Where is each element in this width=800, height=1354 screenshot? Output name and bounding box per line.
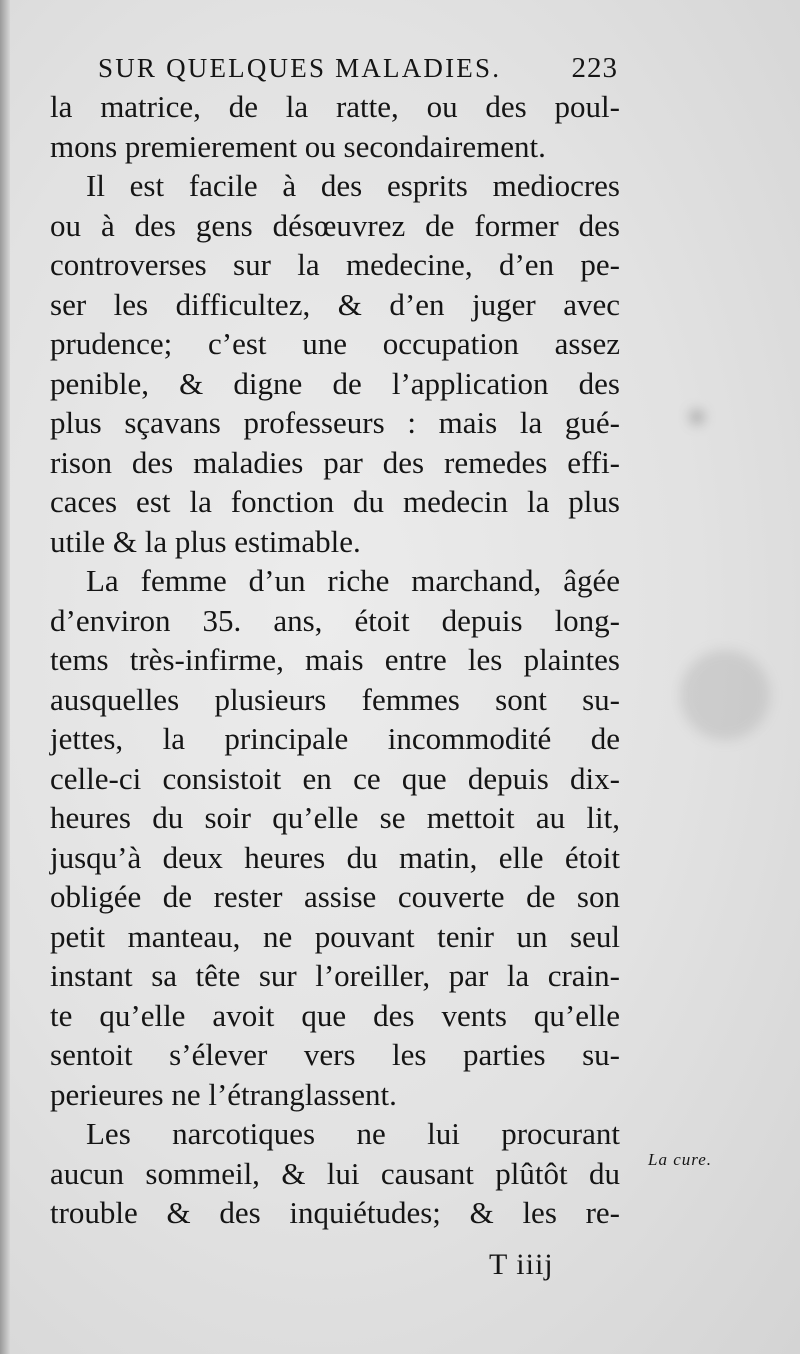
marginal-note: La cure. [648, 1150, 713, 1169]
text-line: ou à des gens désœuvrez de former des [50, 207, 620, 243]
text-line: ausquelles plusieurs femmes sont su- [50, 681, 620, 717]
text-line: la matrice, de la ratte, ou des poul- [50, 89, 620, 124]
text-line: utile & la plus estimable. [50, 523, 361, 559]
text-line: trouble & des inquiétudes; & les re- [50, 1195, 620, 1230]
running-title: SUR QUELQUES MALADIES. [98, 53, 502, 83]
text-line: prudence; c’est une occupation assez [50, 326, 620, 361]
text-line: plus sçavans professeurs : mais la gué- [50, 405, 620, 440]
text-line: rison des maladies par des remedes effi- [50, 444, 620, 480]
paper-stain [690, 410, 704, 424]
text-line: te qu’elle avoit que des vents qu’elle [50, 997, 620, 1033]
running-header [98, 48, 618, 88]
text-line: mons premierement ou secondairement. [50, 128, 546, 164]
text-line: jusqu’à deux heures du matin, elle étoit [50, 839, 620, 875]
text-line: caces est la fonction du medecin la plus [50, 484, 620, 519]
text-line: penible, & digne de l’application des [50, 365, 620, 401]
text-line: obligée de rester assise couverte de son [50, 879, 620, 914]
text-line: perieures ne l’étranglassent. [50, 1076, 397, 1112]
text-line: Il est facile à des esprits mediocres [86, 168, 620, 203]
text-line: d’environ 35. ans, étoit depuis long- [50, 602, 620, 638]
text-line: jettes, la principale incommodité de [50, 721, 620, 756]
signature-mark: T iiij [489, 1248, 554, 1281]
text-line: instant sa tête sur l’oreiller, par la crain- [50, 958, 620, 993]
text-line: tems très-infirme, mais entre les plaintes [50, 642, 620, 677]
page-gutter-shadow [0, 0, 10, 1354]
text-line: La femme d’un riche marchand, âgée [86, 563, 620, 598]
text-line: petit manteau, ne pouvant tenir un seul [50, 918, 620, 954]
text-line: sentoit s’élever vers les parties su- [50, 1037, 620, 1072]
text-line: celle-ci consistoit en ce que depuis dix- [50, 760, 620, 796]
page-number: 223 [571, 52, 618, 84]
body-text [50, 87, 620, 1233]
text-line: Les narcotiques ne lui procurant [86, 1116, 620, 1151]
text-line: ser les difficultez, & d’en juger avec [50, 286, 620, 322]
paper-stain [680, 650, 770, 740]
text-line: aucun sommeil, & lui causant plûtôt du [50, 1155, 620, 1191]
text-line: controverses sur la medecine, d’en pe- [50, 247, 620, 282]
text-line: heures du soir qu’elle se mettoit au lit, [50, 800, 620, 835]
